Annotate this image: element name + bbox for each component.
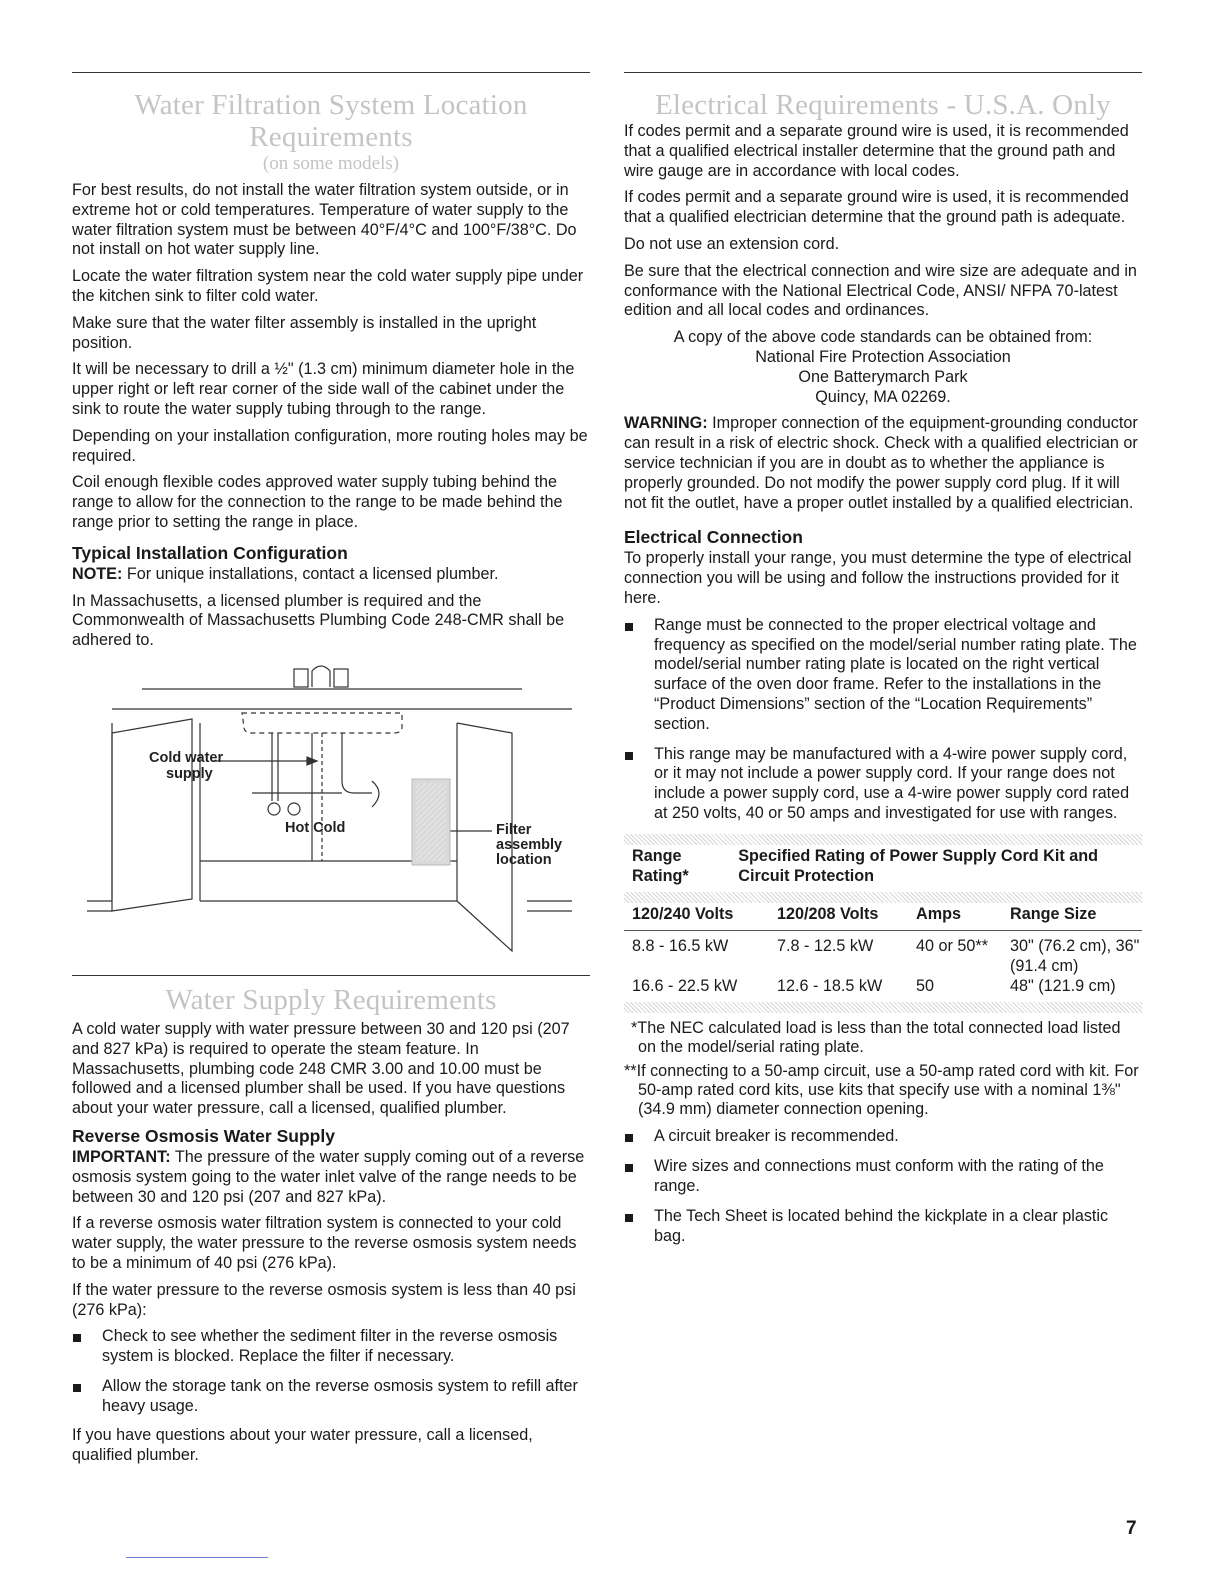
massachusetts-paragraph: In Massachusetts, a licensed plumber is required and the Commonwealth of Massachusetts Plumbing Code 248-CMR shall be adhered to. bbox=[72, 591, 565, 650]
right-column bbox=[624, 72, 1142, 1256]
warning-paragraph bbox=[624, 414, 1142, 513]
left-column bbox=[72, 72, 590, 1473]
table-cell: 8.8 - 16.5 kW bbox=[632, 937, 729, 956]
range-rating-columns bbox=[624, 903, 1142, 931]
important-lead: IMPORTANT: bbox=[72, 1147, 171, 1166]
note-paragraph bbox=[72, 565, 590, 585]
table-top-band bbox=[624, 834, 1142, 845]
paragraph: Make sure that the water filter assembly is installed in the upright position. bbox=[72, 313, 537, 352]
paragraph: Coil enough flexible codes approved water supply tubing behind the range to allow for the connection to the range to be made behind the range prior to setting the range in place. bbox=[72, 473, 563, 531]
paragraph: For best results, do not install the water filtration system outside, or in extreme hot or cold temperatures. Temperature of water supply to the water filtration system must be between 40°F/4°C and 100°F/38°C. Do not install on hot water supply line. bbox=[72, 181, 577, 259]
table-cell: 40 or 50** bbox=[916, 937, 988, 956]
range-rating-body bbox=[624, 937, 1142, 1002]
table-band bbox=[624, 892, 1142, 903]
specified-rating-header: Specified Rating of Power Supply Cord Kit and Circuit Protection bbox=[738, 846, 1098, 885]
table-cell: 50 bbox=[916, 976, 935, 995]
typical-installation-heading: Typical Installation Configuration bbox=[72, 542, 348, 563]
important-paragraph bbox=[72, 1148, 590, 1207]
footnote: *The NEC calculated load is less than the total connected load listed on the model/serial rating plate. bbox=[631, 1019, 1121, 1057]
connection-intro: To properly install your range, you must determine the type of electrical connection you will be using and follow the instructions provided for it here. bbox=[624, 549, 1132, 607]
water-supply-intro: A cold water supply with water pressure between 30 and 120 psi (207 and 827 kPa) is required to operate the steam feature. In Massachusetts, plumbing code 248 CMR 3.00 and 10.00 must be followed and a licensed plumber shall be used. If you have questions about your water pressure, call a licensed, qualified plumber. bbox=[72, 1019, 570, 1118]
warning-text: Improper connection of the equipment-grounding conductor can result in a risk of electric shock. Check with a qualified electrician or service technician if you are in doubt as to whether the appliance is properly grounded. Do not modify the power supply cord plug. If it will not fit the outlet, have a proper outlet installed by a qualified electrician. bbox=[624, 414, 1138, 512]
table-bottom-band bbox=[624, 1002, 1142, 1013]
list-item: Allow the storage tank on the reverse osmosis system to refill after heavy usage. bbox=[72, 1377, 590, 1417]
electrical-connection-heading: Electrical Connection bbox=[624, 527, 803, 548]
page-number: 7 bbox=[1126, 1518, 1137, 1539]
table-cell: 48" (121.9 cm) bbox=[1010, 976, 1116, 995]
column-header: Amps bbox=[916, 905, 961, 924]
footnote: **If connecting to a 50-amp circuit, use a 50-amp rated cord with kit. For 50-amp rated cord kits, use kits that specify use with a nominal 1⅜" (34.9 mm) diameter connection opening. bbox=[624, 1062, 1139, 1119]
table-header-row bbox=[624, 845, 1142, 893]
list-item: Wire sizes and connections must conform with the rating of the range. bbox=[624, 1157, 1142, 1197]
location-label: location bbox=[496, 851, 552, 868]
table-column-header-row bbox=[624, 903, 1142, 930]
list-item: This range may be manufactured with a 4-wire power supply cord, or it may not include a power supply cord. If your range does not include a power supply cord, use a 4-wire power supply cord rated at 250 volts, 40 or 50 amps and investigated for use with ranges. bbox=[624, 745, 1142, 824]
cold-water-label: Cold water bbox=[149, 749, 224, 766]
supply-label: supply bbox=[166, 765, 213, 782]
paragraph: Depending on your installation configuration, more routing holes may be required. bbox=[72, 426, 588, 465]
table-cell: 16.6 - 22.5 kW bbox=[632, 976, 738, 995]
list-item: Check to see whether the sediment filter in the reverse osmosis system is blocked. Replace the filter if necessary. bbox=[72, 1327, 590, 1367]
paragraph: If codes permit and a separate ground wire is used, it is recommended that a qualified electrician determine that the ground path is adequate. bbox=[624, 188, 1129, 227]
table-cell: 7.8 - 12.5 kW bbox=[777, 937, 874, 956]
note-lead: NOTE: bbox=[72, 564, 123, 583]
final-bullets bbox=[624, 1127, 1142, 1246]
connection-bullets bbox=[624, 616, 1142, 824]
reverse-osmosis-heading: Reverse Osmosis Water Supply bbox=[72, 1125, 335, 1146]
range-rating-table bbox=[624, 845, 1142, 893]
list-item: Range must be connected to the proper electrical voltage and frequency as specified on the model/serial number rating plate. The model/serial number rating plate is located on the right vertical surface of the oven door frame. Refer to the installations in the “Product Dimensions” section of the “Location Requirements” section. bbox=[624, 616, 1142, 735]
paragraph: Be sure that the electrical connection and wire size are adequate and in conformance with the National Electrical Code, ANSI/ NFPA 70-latest edition and all local codes and ordinances. bbox=[624, 261, 1137, 320]
footer-line bbox=[126, 1557, 268, 1558]
installation-diagram bbox=[72, 661, 590, 961]
table-row bbox=[624, 977, 1142, 1003]
sink-cabinet-illustration bbox=[72, 661, 590, 961]
list-item: The Tech Sheet is located behind the kickplate in a clear plastic bag. bbox=[624, 1207, 1142, 1247]
table-cell: 30" (76.2 cm), 36" (91.4 cm) bbox=[1010, 937, 1140, 975]
water-filtration-title-line2: Requirements bbox=[249, 121, 413, 153]
assembly-label: assembly bbox=[496, 836, 563, 853]
address-line: National Fire Protection Association bbox=[755, 347, 1011, 366]
important-text: The pressure of the water supply coming out of a reverse osmosis system going to the water inlet valve of the range needs to be between 30 and 120 psi (207 and 827 kPa). bbox=[72, 1147, 585, 1206]
column-header: 120/240 Volts bbox=[632, 905, 734, 924]
table-row bbox=[624, 937, 1142, 977]
note-text: For unique installations, contact a licensed plumber. bbox=[122, 564, 499, 583]
warning-lead: WARNING: bbox=[624, 414, 708, 433]
reverse-osmosis-bullets bbox=[72, 1327, 590, 1416]
address-line: One Batterymarch Park bbox=[798, 367, 968, 386]
water-filtration-subtitle: (on some models) bbox=[262, 153, 400, 174]
closing-paragraph: If you have questions about your water pressure, call a licensed, qualified plumber. bbox=[72, 1426, 533, 1465]
electrical-requirements-title: Electrical Requirements - U.S.A. Only bbox=[655, 89, 1111, 121]
paragraph: Do not use an extension cord. bbox=[624, 234, 840, 253]
address-line: Quincy, MA 02269. bbox=[815, 387, 951, 406]
paragraph: If the water pressure to the reverse osmosis system is less than 40 psi (276 kPa): bbox=[72, 1280, 576, 1319]
list-item: A circuit breaker is recommended. bbox=[624, 1127, 1142, 1147]
column-header: Range Size bbox=[1010, 905, 1097, 924]
copy-line: A copy of the above code standards can be obtained from: bbox=[673, 328, 1093, 347]
paragraph: If codes permit and a separate ground wire is used, it is recommended that a qualified electrical installer determine that the ground path and wire gauge are in accordance with local codes. bbox=[624, 122, 1129, 180]
column-header: 120/208 Volts bbox=[777, 905, 879, 924]
range-rating-header: Range Rating* bbox=[632, 846, 689, 885]
water-supply-title: Water Supply Requirements bbox=[165, 983, 497, 1016]
paragraph: If a reverse osmosis water filtration system is connected to your cold water supply, the water pressure to the reverse osmosis system needs to be a minimum of 40 psi (276 kPa). bbox=[72, 1214, 577, 1272]
filter-label: Filter bbox=[496, 821, 532, 838]
paragraph: Locate the water filtration system near the cold water supply pipe under the kitchen sink to filter cold water. bbox=[72, 267, 584, 305]
water-filtration-title-line1: Water Filtration System Location bbox=[134, 89, 528, 121]
hot-cold-label: Hot Cold bbox=[285, 819, 346, 836]
paragraph: It will be necessary to drill a ½" (1.3 cm) minimum diameter hole in the upper right or left rear corner of the side wall of the cabinet under the sink to route the water supply tubing through to the range. bbox=[72, 360, 575, 418]
table-cell: 12.6 - 18.5 kW bbox=[777, 976, 883, 995]
